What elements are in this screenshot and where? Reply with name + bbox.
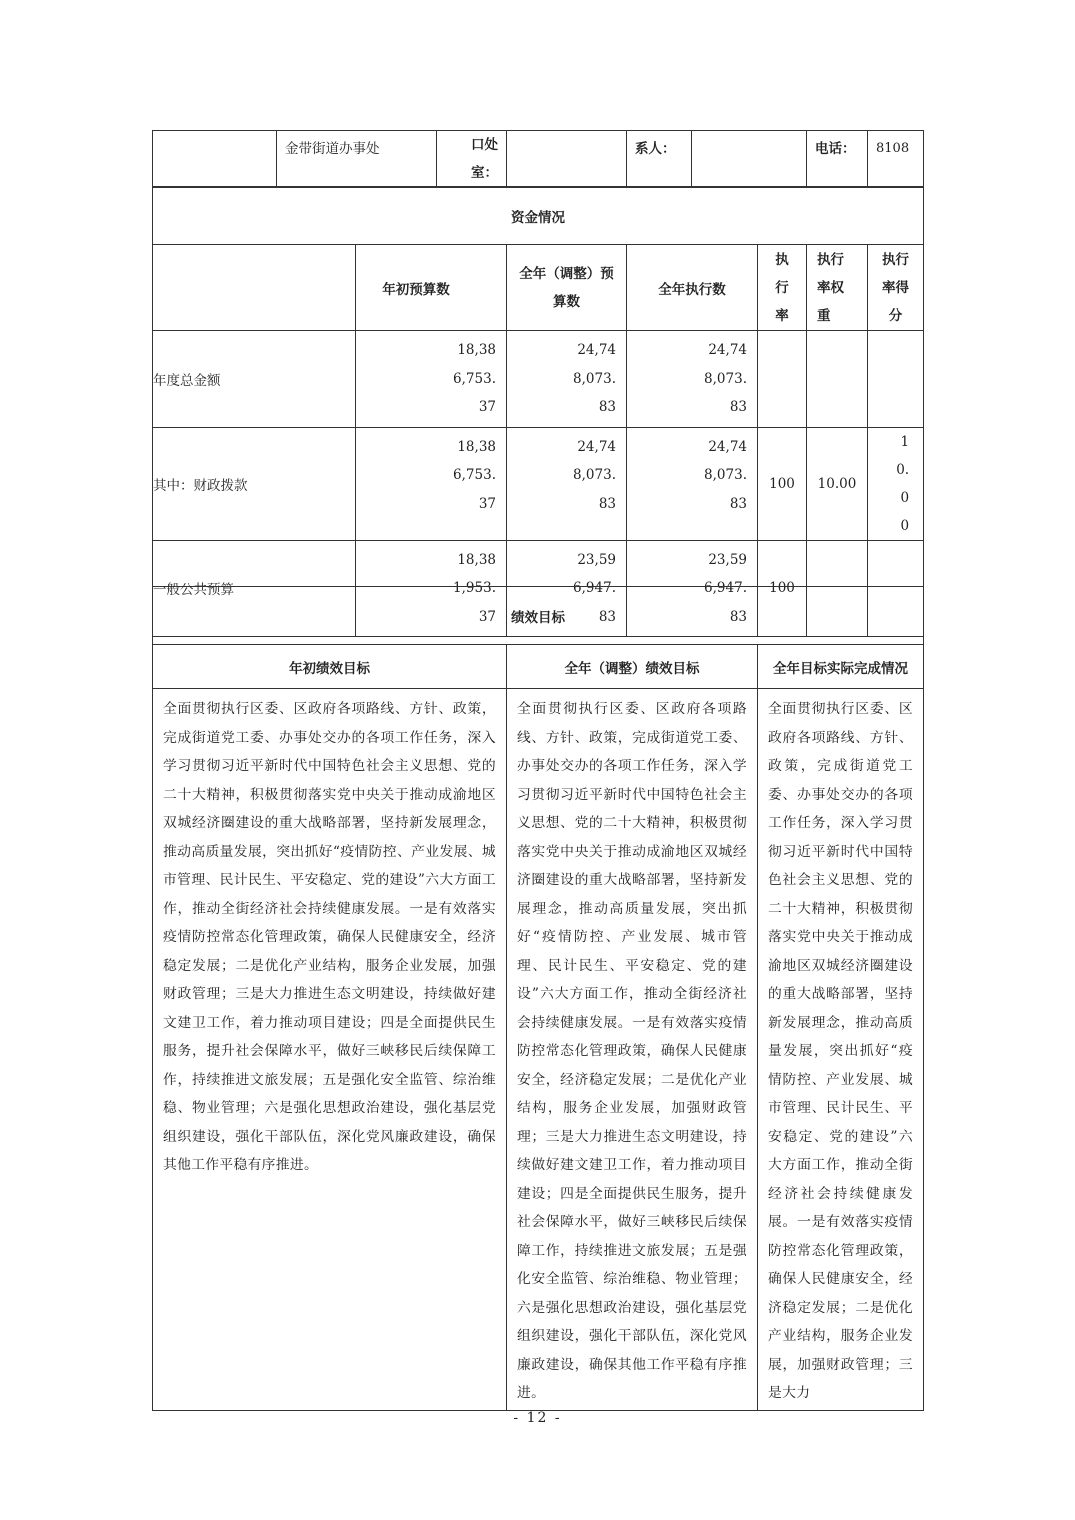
score-value: 10.00 (868, 427, 924, 540)
contact-label: 系人： (627, 131, 692, 188)
exec-rate-value: 100 (758, 427, 807, 540)
weight-value: 10.00 (807, 427, 868, 540)
dept-label: 口处室： (437, 131, 507, 188)
initial-budget-value: 18,386,753.37 (356, 427, 507, 540)
dept-value (507, 131, 627, 188)
header-weight: 执行率权重 (807, 245, 868, 331)
adjusted-budget-value: 24,748,073.83 (507, 331, 627, 428)
contact-value (692, 131, 807, 188)
unit-name: 金带街道办事处 (277, 131, 437, 188)
page-number: - 12 - (513, 1410, 562, 1426)
unit-info-table (152, 130, 924, 188)
targets-section-title: 绩效目标 (153, 587, 924, 645)
executed-value: 24,748,073.83 (627, 427, 758, 540)
adjusted-target-text: 全面贯彻执行区委、区政府各项路线、方针、政策，完成街道党工委、办事处交办的各项工作任务，深入学习贯彻习近平新时代中国特色社会主义思想、党的二十大精神，积极贯彻落实党中央关于推动成渝地区双城经济圈建设的重大战略部署，坚持新发展理念，推动高质量发展，突出抓好“疫情防控、产业发展、城市管理、民计民生、平安稳定、党的建设”六大方面工作，推动全街经济社会持续健康发展。一是有效落实疫情防控常态化管理政策，确保人民健康安全，经济稳定发展；二是优化产业结构，服务企业发展，加强财政管理；三是大力推进生态文明建设，持续做好建文建卫工作，着力推动项目建设；四是全面提供民生服务，提升社会保障水平，做好三峡移民后续保障工作，持续推进文旅发展；五是强化安全监管、综治维稳、物业管理；六是强化思想政治建设，强化基层党组织建设，强化干部队伍，深化党风廉政建设，确保其他工作平稳有序推进。 (507, 689, 758, 1411)
exec-rate-value: 100 (758, 540, 807, 637)
header-actual-completion: 全年目标实际完成情况 (758, 645, 924, 689)
funds-row-fiscal (153, 427, 924, 540)
info-blank-cell (153, 131, 277, 188)
weight-value (807, 331, 868, 428)
row-label: 其中：财政拨款 (153, 427, 356, 540)
funds-header-blank (153, 245, 356, 331)
header-initial-target: 年初绩效目标 (153, 645, 507, 689)
initial-target-text: 全面贯彻执行区委、区政府各项路线、方针、政策，完成街道党工委、办事处交办的各项工作任务，深入学习贯彻习近平新时代中国特色社会主义思想、党的二十大精神，积极贯彻落实党中央关于推动成渝地区双城经济圈建设的重大战略部署，坚持新发展理念，推动高质量发展，突出抓好“疫情防控、产业发展、城市管理、民计民生、平安稳定、党的建设”六大方面工作，推动全街经济社会持续健康发展。一是有效落实疫情防控常态化管理政策，确保人民健康安全，经济稳定发展；二是优化产业结构，服务企业发展，加强财政管理；三是大力推进生态文明建设，持续做好建文建卫工作，着力推动项目建设；四是全面提供民生服务，提升社会保障水平，做好三峡移民后续保障工作，持续推进文旅发展；五是强化安全监管、综治维稳、物业管理；六是强化思想政治建设，强化基层党组织建设，强化干部队伍，深化党风廉政建设，确保其他工作平稳有序推进。 (153, 689, 507, 1411)
funds-header-row (153, 245, 924, 331)
header-adjusted-target: 全年（调整）绩效目标 (507, 645, 758, 689)
adjusted-budget-value: 23,596,947.83 (507, 540, 627, 637)
targets-table (152, 586, 924, 1411)
row-label: 年度总金额 (153, 331, 356, 428)
actual-completion-text: 全面贯彻执行区委、区政府各项路线、方针、政策，完成街道党工委、办事处交办的各项工作任务，深入学习贯彻习近平新时代中国特色社会主义思想、党的二十大精神，积极贯彻落实党中央关于推动成渝地区双城经济圈建设的重大战略部署，坚持新发展理念，推动高质量发展，突出抓好“疫情防控、产业发展、城市管理、民计民生、平安稳定、党的建设”六大方面工作，推动全街经济社会持续健康发展。一是有效落实疫情防控常态化管理政策，确保人民健康安全，经济稳定发展；二是优化产业结构，服务企业发展，加强财政管理；三是大力 (758, 689, 924, 1411)
phone-value: 8108 (868, 131, 924, 188)
phone-label: 电话： (807, 131, 868, 188)
adjusted-budget-value: 24,748,073.83 (507, 427, 627, 540)
header-initial-budget: 年初预算数 (356, 245, 507, 331)
executed-value: 24,748,073.83 (627, 331, 758, 428)
header-exec-rate: 执行率 (758, 245, 807, 331)
exec-rate-value (758, 331, 807, 428)
initial-budget-value: 18,386,753.37 (356, 331, 507, 428)
score-value (868, 331, 924, 428)
funds-row-total (153, 331, 924, 428)
executed-value: 23,596,947.83 (627, 540, 758, 637)
targets-content-row (153, 689, 924, 1411)
initial-budget-value: 18,381,953.37 (356, 540, 507, 637)
header-score: 执行率得分 (868, 245, 924, 331)
funds-table (152, 186, 924, 637)
header-executed: 全年执行数 (627, 245, 758, 331)
row-label: 一般公共预算 (153, 540, 356, 637)
targets-header-row (153, 645, 924, 689)
funds-section-title: 资金情况 (153, 187, 924, 245)
header-adjusted-budget: 全年（调整）预算数 (507, 245, 627, 331)
